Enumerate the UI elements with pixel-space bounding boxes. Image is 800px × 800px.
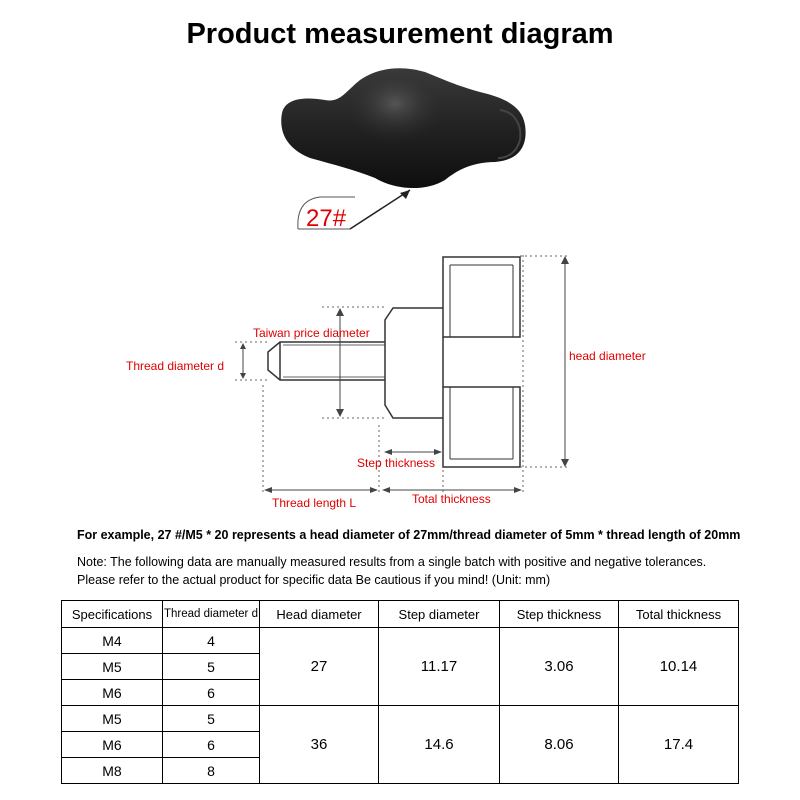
spec-cell: M5 (62, 654, 163, 680)
note-line-1: Note: The following data are manually measured results from a single batch with positive and negative tolerances. (77, 555, 707, 569)
note-line-2: Please refer to the actual product for specific data Be cautious if you mind! (Unit: mm) (77, 573, 551, 587)
header-step-thickness: Step thickness (500, 601, 619, 628)
total-thickness-cell: 17.4 (619, 706, 739, 784)
label-total-thickness: Total thickness (412, 492, 491, 506)
thread-cell: 6 (163, 680, 260, 706)
size-callout (298, 190, 410, 232)
header-thread-diameter: Thread diameter d (163, 601, 260, 628)
product-photo (0, 55, 800, 240)
specification-table (61, 600, 739, 784)
wing-knob-image (281, 68, 525, 188)
part-outline (268, 257, 520, 467)
thread-cell: 4 (163, 628, 260, 654)
head-diameter-cell: 27 (260, 628, 379, 706)
header-total-thickness: Total thickness (619, 601, 739, 628)
table-row (62, 706, 739, 732)
table-row (62, 628, 739, 654)
page-title: Product measurement diagram (186, 18, 614, 50)
thread-cell: 5 (163, 706, 260, 732)
spec-cell: M5 (62, 706, 163, 732)
head-diameter-cell: 36 (260, 706, 379, 784)
thread-cell: 8 (163, 758, 260, 784)
total-thickness-cell: 10.14 (619, 628, 739, 706)
measurement-drawing (0, 240, 800, 520)
thread-cell: 6 (163, 732, 260, 758)
label-thread-diameter: Thread diameter d (126, 359, 225, 373)
step-diameter-cell: 11.17 (379, 628, 500, 706)
header-step-diameter: Step diameter (379, 601, 500, 628)
size-label: 27# (306, 205, 347, 232)
note-text (77, 553, 706, 589)
header-head-diameter: Head diameter (260, 601, 379, 628)
step-diameter-cell: 14.6 (379, 706, 500, 784)
thread-cell: 5 (163, 654, 260, 680)
label-step-thickness: Step thickness (357, 456, 436, 470)
spec-cell: M4 (62, 628, 163, 654)
step-thickness-cell: 8.06 (500, 706, 619, 784)
header-specifications: Specifications (62, 601, 163, 628)
step-thickness-cell: 3.06 (500, 628, 619, 706)
spec-cell: M6 (62, 732, 163, 758)
spec-cell: M8 (62, 758, 163, 784)
spec-cell: M6 (62, 680, 163, 706)
example-text: For example, 27 #/M5 * 20 represents a head diameter of 27mm/thread diameter of 5mm * thread length of 20mm (77, 528, 741, 542)
label-thread-length: Thread length L (272, 496, 357, 510)
label-head-diameter: head diameter (569, 349, 646, 363)
label-taiwan-price-diameter: Taiwan price diameter (253, 326, 370, 340)
table-header-row (62, 601, 739, 628)
